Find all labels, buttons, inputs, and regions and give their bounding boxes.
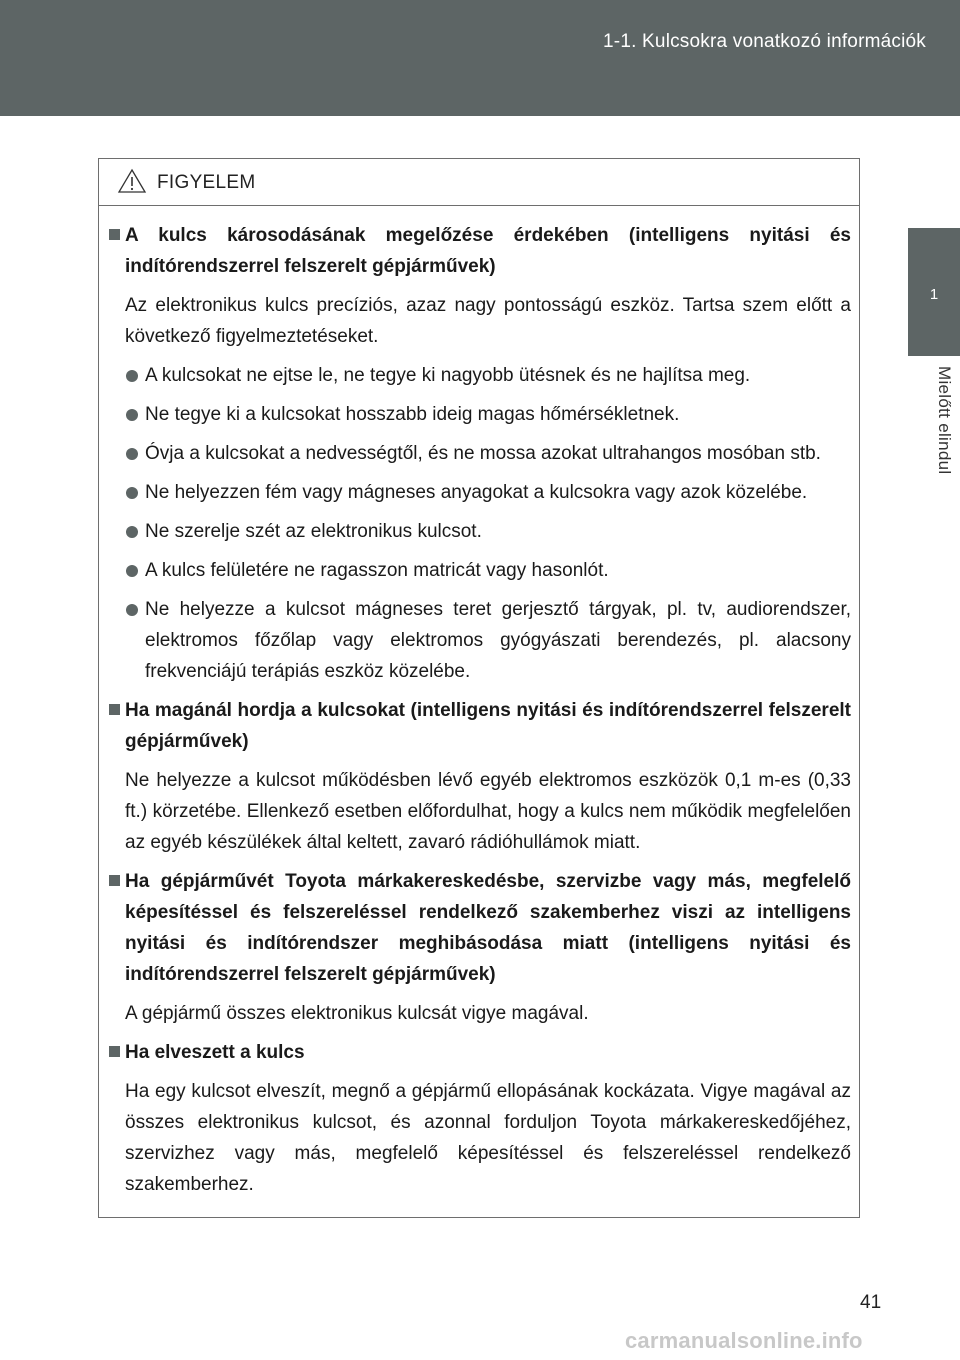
page-number: 41: [860, 1292, 882, 1313]
section-heading: Ha gépjárművét Toyota márkakereskedésbe, szervizbe vagy más, megfelelő képesítéssel és felszereléssel rendelkező szakemberhez viszi az intelligens nyitási és indítórendszer meghibásodása miatt (intelligens nyitási és indítórendszerrel felszerelt gépjárművek): [109, 866, 851, 990]
section-square-icon: [109, 1046, 120, 1057]
section-heading: A kulcs károsodásának megelőzése érdekében (intelligens nyitási és indítórendszerrel felszerelt gépjárművek): [109, 220, 851, 282]
bullet-icon: [126, 409, 138, 421]
warning-section: [109, 220, 851, 687]
chapter-number: 1: [929, 286, 939, 303]
warning-box: [98, 158, 860, 1218]
bullet-icon: [126, 448, 138, 460]
section-square-icon: [109, 704, 120, 715]
list-item: Ne tegye ki a kulcsokat hosszabb ideig magas hőmérsékletnek.: [109, 399, 851, 430]
section-text: A gépjármű összes elektronikus kulcsát vigye magával.: [125, 1003, 589, 1024]
section-heading: Ha elveszett a kulcs: [109, 1037, 851, 1068]
warning-section: [109, 1037, 851, 1200]
list-item: Ne szerelje szét az elektronikus kulcsot.: [109, 516, 851, 547]
warning-title: FIGYELEM: [157, 172, 256, 193]
section-heading: Ha magánál hordja a kulcsokat (intelligens nyitási és indítórendszerrel felszerelt gépjárművek): [109, 695, 851, 757]
list-item: A kulcs felületére ne ragasszon matricát vagy hasonlót.: [109, 555, 851, 586]
section-text: Ne helyezze a kulcsot működésben lévő egyéb elektromos eszközök 0,1 m-es (0,33 ft.) körzetébe. Ellenkező esetben előfordulhat, hogy a kulcs nem működik megfelelően az egyéb készülékek által keltett, zavaró rádióhullámok miatt.: [125, 770, 851, 853]
section-text: Az elektronikus kulcs precíziós, azaz nagy pontosságú eszköz. Tartsa szem előtt a következő figyelmeztetéseket.: [125, 295, 851, 347]
bullet-icon: [126, 487, 138, 499]
list-item: A kulcsokat ne ejtse le, ne tegye ki nagyobb ütésnek és ne hajlítsa meg.: [109, 360, 851, 391]
chapter-tab: [908, 228, 960, 356]
warning-section: [109, 866, 851, 1029]
chapter-label: Mielőtt elindul: [935, 366, 954, 475]
header-bar: [0, 0, 960, 116]
list-item: Ne helyezzen fém vagy mágneses anyagokat a kulcsokra vagy azok közelébe.: [109, 477, 851, 508]
list-item: Ne helyezze a kulcsot mágneses teret gerjesztő tárgyak, pl. tv, audiorendszer, elektromos főzőlap vagy elektromos gyógyászati berendezés, pl. alacsony frekvenciájú terápiás eszköz közelébe.: [109, 594, 851, 687]
bullet-icon: [126, 604, 138, 616]
section-square-icon: [109, 229, 120, 240]
bullet-icon: [126, 565, 138, 577]
footer-watermark: carmanualsonline.info: [625, 1328, 863, 1353]
warning-section: [109, 695, 851, 858]
chapter-title: 1-1. Kulcsokra vonatkozó információk: [603, 31, 926, 52]
bullet-icon: [126, 370, 138, 382]
warning-triangle-icon: [117, 168, 147, 199]
section-text: Ha egy kulcsot elveszít, megnő a gépjármű ellopásának kockázata. Vigye magával az összes elektronikus kulcsot, és azonnal forduljon Toyota márkakereskedőjéhez, szervizhez vagy más, megfelelő képesítéssel és felszereléssel rendelkező szakemberhez.: [125, 1081, 851, 1195]
warning-content: [99, 206, 859, 1200]
bullet-icon: [126, 526, 138, 538]
warning-header: [99, 159, 859, 206]
list-item: Óvja a kulcsokat a nedvességtől, és ne mossa azokat ultrahangos mosóban stb.: [109, 438, 851, 469]
section-square-icon: [109, 875, 120, 886]
